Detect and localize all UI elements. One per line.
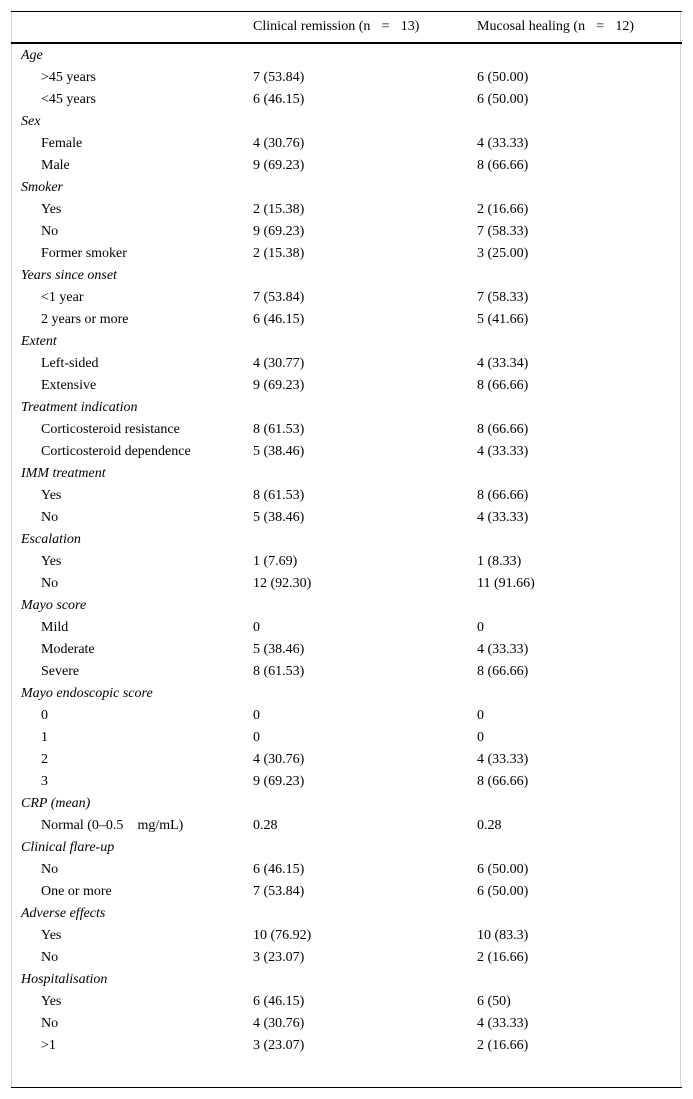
section-heading-row xyxy=(11,793,682,815)
row-label: Severe xyxy=(41,664,80,679)
row-label: >45 years xyxy=(41,70,96,85)
section-label: Mayo endoscopic score xyxy=(21,686,153,701)
table-row xyxy=(11,353,682,375)
row-label: Yes xyxy=(41,488,62,503)
table-row xyxy=(11,947,682,969)
clinical-remission-cell: 0 xyxy=(253,620,260,635)
mucosal-healing-cell: 1 (8.33) xyxy=(477,554,522,569)
section-label: Hospitalisation xyxy=(21,972,108,987)
section-label: Mayo score xyxy=(21,598,87,613)
clinical-remission-cell: 7 (53.84) xyxy=(253,290,305,305)
column-header-clinical-remission: Clinical remission (n = 13) xyxy=(253,19,420,34)
table-header-rule xyxy=(11,42,682,44)
table-bottom-rule xyxy=(11,1087,682,1088)
table-row xyxy=(11,221,682,243)
table-row xyxy=(11,441,682,463)
clinical-remission-cell: 5 (38.46) xyxy=(253,642,305,657)
mucosal-healing-cell: 4 (33.34) xyxy=(477,356,529,371)
section-heading-row xyxy=(11,683,682,705)
section-label: CRP (mean) xyxy=(21,796,91,811)
mucosal-healing-cell: 4 (33.33) xyxy=(477,1016,529,1031)
clinical-remission-cell: 4 (30.76) xyxy=(253,752,305,767)
row-label: Male xyxy=(41,158,70,173)
clinical-remission-cell: 9 (69.23) xyxy=(253,774,305,789)
section-label: Age xyxy=(21,48,43,63)
clinical-remission-cell: 9 (69.23) xyxy=(253,224,305,239)
section-heading-row xyxy=(11,595,682,617)
mucosal-healing-cell: 6 (50.00) xyxy=(477,70,529,85)
row-label: One or more xyxy=(41,884,112,899)
row-label: Female xyxy=(41,136,83,151)
mucosal-healing-cell: 6 (50.00) xyxy=(477,862,529,877)
table-row xyxy=(11,551,682,573)
table-row xyxy=(11,925,682,947)
row-label: Corticosteroid resistance xyxy=(41,422,180,437)
table-row xyxy=(11,67,682,89)
mucosal-healing-cell: 4 (33.33) xyxy=(477,752,529,767)
row-label: 2 years or more xyxy=(41,312,129,327)
section-label: Smoker xyxy=(21,180,63,195)
row-label: No xyxy=(41,1016,59,1031)
clinical-remission-cell: 4 (30.76) xyxy=(253,1016,305,1031)
table-row xyxy=(11,859,682,881)
row-label: No xyxy=(41,510,59,525)
mucosal-healing-cell: 2 (16.66) xyxy=(477,950,529,965)
row-label: <1 year xyxy=(41,290,84,305)
clinical-remission-cell: 8 (61.53) xyxy=(253,664,305,679)
clinical-remission-cell: 1 (7.69) xyxy=(253,554,298,569)
section-heading-row xyxy=(11,331,682,353)
row-label: Left-sided xyxy=(41,356,99,371)
row-label: No xyxy=(41,224,59,239)
table-row xyxy=(11,661,682,683)
section-label: Years since onset xyxy=(21,268,117,283)
section-label: Sex xyxy=(21,114,41,129)
section-label: Adverse effects xyxy=(21,906,106,921)
mucosal-healing-cell: 11 (91.66) xyxy=(477,576,535,591)
clinical-remission-cell: 12 (92.30) xyxy=(253,576,312,591)
mucosal-healing-cell: 8 (66.66) xyxy=(477,378,529,393)
clinical-remission-cell: 0 xyxy=(253,730,260,745)
row-label: Moderate xyxy=(41,642,95,657)
section-heading-row xyxy=(11,529,682,551)
row-label: Yes xyxy=(41,202,62,217)
clinical-remission-cell: 6 (46.15) xyxy=(253,994,305,1009)
mucosal-healing-cell: 8 (66.66) xyxy=(477,488,529,503)
table-row xyxy=(11,705,682,727)
section-label: Treatment indication xyxy=(21,400,138,415)
table-row xyxy=(11,1035,682,1057)
table-row xyxy=(11,507,682,529)
clinical-remission-cell: 6 (46.15) xyxy=(253,92,305,107)
mucosal-healing-cell: 2 (16.66) xyxy=(477,202,529,217)
mucosal-healing-cell: 8 (66.66) xyxy=(477,158,529,173)
table-row xyxy=(11,485,682,507)
table-row xyxy=(11,243,682,265)
clinical-remission-cell: 9 (69.23) xyxy=(253,158,305,173)
mucosal-healing-cell: 6 (50) xyxy=(477,994,511,1009)
section-heading-row xyxy=(11,45,682,67)
section-label: Clinical flare-up xyxy=(21,840,115,855)
section-heading-row xyxy=(11,111,682,133)
mucosal-healing-cell: 6 (50.00) xyxy=(477,92,529,107)
mucosal-healing-cell: 0 xyxy=(477,730,484,745)
section-heading-row xyxy=(11,397,682,419)
clinical-remission-cell: 5 (38.46) xyxy=(253,444,305,459)
clinical-remission-cell: 2 (15.38) xyxy=(253,246,305,261)
clinical-remission-cell: 6 (46.15) xyxy=(253,862,305,877)
row-label: 2 xyxy=(41,752,48,767)
clinical-remission-cell: 5 (38.46) xyxy=(253,510,305,525)
clinical-remission-cell: 3 (23.07) xyxy=(253,950,305,965)
row-label: Former smoker xyxy=(41,246,127,261)
row-label: 3 xyxy=(41,774,48,789)
clinical-remission-cell: 10 (76.92) xyxy=(253,928,312,943)
mucosal-healing-cell: 8 (66.66) xyxy=(477,774,529,789)
clinical-remission-cell: 4 (30.77) xyxy=(253,356,305,371)
mucosal-healing-cell: 7 (58.33) xyxy=(477,290,529,305)
table-body xyxy=(11,45,682,1057)
section-heading-row xyxy=(11,837,682,859)
table-row xyxy=(11,991,682,1013)
table-row xyxy=(11,155,682,177)
mucosal-healing-cell: 8 (66.66) xyxy=(477,422,529,437)
mucosal-healing-cell: 4 (33.33) xyxy=(477,444,529,459)
mucosal-healing-cell: 10 (83.3) xyxy=(477,928,529,943)
table-row xyxy=(11,881,682,903)
row-label: Corticosteroid dependence xyxy=(41,444,191,459)
clinical-remission-cell: 8 (61.53) xyxy=(253,488,305,503)
clinical-remission-cell: 9 (69.23) xyxy=(253,378,305,393)
clinical-remission-cell: 7 (53.84) xyxy=(253,884,305,899)
row-label: Normal (0–0.5 mg/mL) xyxy=(41,818,184,833)
table-row xyxy=(11,617,682,639)
section-heading-row xyxy=(11,463,682,485)
clinical-remission-cell: 7 (53.84) xyxy=(253,70,305,85)
table-row xyxy=(11,749,682,771)
clinical-remission-cell: 2 (15.38) xyxy=(253,202,305,217)
section-heading-row xyxy=(11,177,682,199)
clinical-remission-cell: 0 xyxy=(253,708,260,723)
row-label: No xyxy=(41,576,59,591)
row-label: Extensive xyxy=(41,378,97,393)
section-label: Extent xyxy=(21,334,57,349)
table-row xyxy=(11,573,682,595)
column-header-mucosal-healing: Mucosal healing (n = 12) xyxy=(477,19,635,34)
mucosal-healing-cell: 3 (25.00) xyxy=(477,246,529,261)
mucosal-healing-cell: 8 (66.66) xyxy=(477,664,529,679)
section-heading-row xyxy=(11,903,682,925)
mucosal-healing-cell: 2 (16.66) xyxy=(477,1038,529,1053)
section-label: IMM treatment xyxy=(21,466,106,481)
row-label: 1 xyxy=(41,730,48,745)
row-label: No xyxy=(41,862,59,877)
mucosal-healing-cell: 5 (41.66) xyxy=(477,312,529,327)
table-row xyxy=(11,815,682,837)
mucosal-healing-cell: 0 xyxy=(477,708,484,723)
section-label: Escalation xyxy=(21,532,81,547)
table-row xyxy=(11,639,682,661)
table-row xyxy=(11,287,682,309)
clinical-remission-cell: 0.28 xyxy=(253,818,278,833)
clinical-remission-cell: 6 (46.15) xyxy=(253,312,305,327)
mucosal-healing-cell: 0 xyxy=(477,620,484,635)
mucosal-healing-cell: 0.28 xyxy=(477,818,502,833)
table-row xyxy=(11,199,682,221)
mucosal-healing-cell: 4 (33.33) xyxy=(477,510,529,525)
table-row xyxy=(11,419,682,441)
table-row xyxy=(11,771,682,793)
row-label: Yes xyxy=(41,994,62,1009)
clinical-remission-cell: 8 (61.53) xyxy=(253,422,305,437)
table-row xyxy=(11,375,682,397)
row-label: Yes xyxy=(41,928,62,943)
clinical-remission-cell: 3 (23.07) xyxy=(253,1038,305,1053)
table-row xyxy=(11,309,682,331)
row-label: Yes xyxy=(41,554,62,569)
table-row xyxy=(11,727,682,749)
table-row xyxy=(11,133,682,155)
row-label: 0 xyxy=(41,708,48,723)
section-heading-row xyxy=(11,265,682,287)
row-label: >1 xyxy=(41,1038,56,1053)
table-top-rule xyxy=(11,11,682,12)
table-row xyxy=(11,1013,682,1035)
row-label: Mild xyxy=(41,620,69,635)
table-row xyxy=(11,89,682,111)
mucosal-healing-cell: 6 (50.00) xyxy=(477,884,529,899)
section-heading-row xyxy=(11,969,682,991)
mucosal-healing-cell: 7 (58.33) xyxy=(477,224,529,239)
row-label: No xyxy=(41,950,59,965)
clinical-remission-cell: 4 (30.76) xyxy=(253,136,305,151)
row-label: <45 years xyxy=(41,92,96,107)
mucosal-healing-cell: 4 (33.33) xyxy=(477,136,529,151)
mucosal-healing-cell: 4 (33.33) xyxy=(477,642,529,657)
